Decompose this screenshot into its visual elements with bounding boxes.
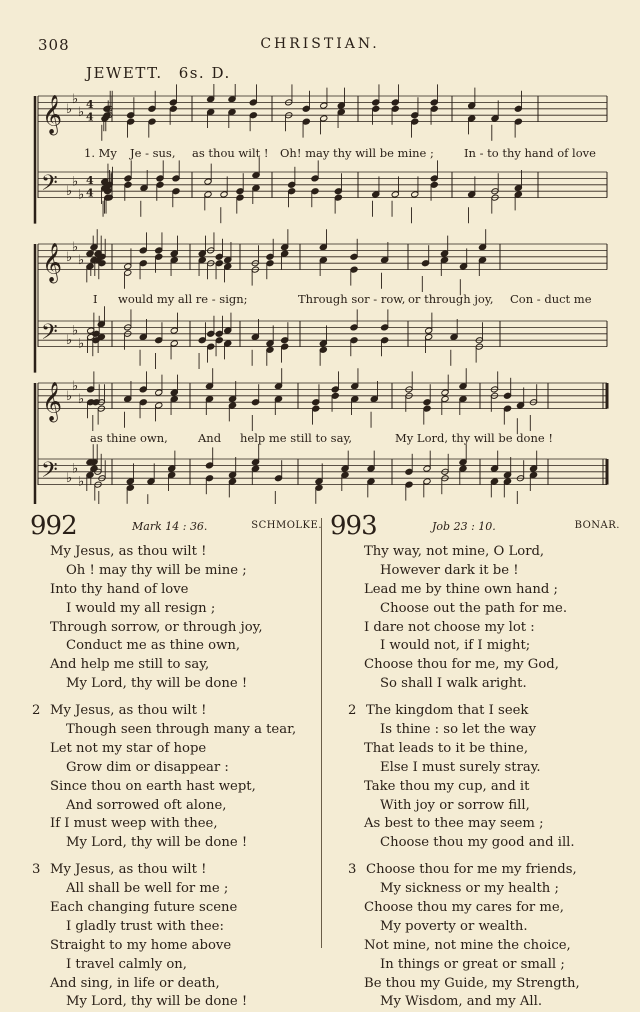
flat-sign-icon: ♭ [78,336,85,352]
section-title: CHRISTIAN. [260,36,380,52]
verse-text: My Lord, thy will be done ! [66,994,248,1010]
verse-text: Thy way, not mine, O Lord, [364,544,545,559]
verse-line [30,797,320,816]
time-signature-bottom: 4 [86,186,94,200]
bass-clef-icon: 𝄢 [41,320,58,351]
flat-sign-icon: ♭ [66,184,73,200]
verse-line [330,993,620,1012]
verse-line [30,619,320,638]
hymn-header [330,511,620,543]
running-head [0,36,640,56]
verse-line [30,675,320,694]
flat-sign-icon: ♭ [72,92,79,108]
verse [330,861,620,1012]
verse-text: And sorrowed oft alone, [66,797,227,813]
hymn-number: 993 [330,511,377,541]
verse-line [30,562,320,581]
verse-text: My Jesus, as thou wilt ! [50,862,207,878]
time-signature-bottom: 4 [86,110,94,124]
tune-heading [86,64,231,82]
time-signature-top: 4 [86,173,94,187]
verse-text: I travel calmly on, [66,956,187,972]
tune-meter: 6s. D. [178,64,231,82]
verse-line [330,861,620,880]
verse [330,543,620,694]
scripture-reference: Mark 14 : 36. [132,520,208,533]
verse-text: Oh ! may thy will be mine ; [66,562,247,578]
verse-number: 3 [32,862,41,878]
verse-text: Though seen through many a tear, [66,722,297,738]
verse-line [30,880,320,899]
verse-text: Else I must surely stray. [380,759,541,775]
verse-text: However dark it be ! [380,562,519,578]
lyric-syllable: Oh! may thy will be mine ; [280,146,434,160]
flat-sign-icon: ♭ [72,461,79,477]
verse-text: With joy or sorrow fill, [380,797,530,813]
verses [330,543,620,1012]
hymn-number: 992 [30,511,77,541]
verse [30,543,320,694]
verse-number: 2 [348,703,357,719]
verse-line [30,721,320,740]
verse-line [330,759,620,778]
verse-text: Each changing future scene [50,900,238,916]
lyric-syllable: My Lord, thy will be done ! [395,431,553,445]
verse-text: Into thy hand of love [50,581,189,597]
verse-line [30,834,320,853]
verse-line [330,975,620,994]
verse-text: Not mine, not mine the choice, [364,937,571,953]
time-signature-top: 4 [86,97,94,111]
verse-line [330,740,620,759]
verse-line [30,899,320,918]
lyric-syllable: help me still to say, [240,431,353,445]
verse-line [30,861,320,880]
verse-text: Since thou on earth hast wept, [50,778,256,794]
flat-sign-icon: ♭ [66,333,73,349]
lyric-syllable: I [93,292,98,306]
verse-text: So shall I walk aright. [380,676,527,692]
verse-text: I would not, if I might; [380,638,531,654]
verse-line [330,562,620,581]
verse-text: Straight to my home above [50,937,232,953]
verse-text: And sing, in life or death, [50,975,220,991]
verse-line [330,721,620,740]
flat-sign-icon: ♭ [72,174,79,190]
verse-text: All shall be well for me ; [66,881,229,897]
lyric-syllable: In - to thy hand of love [464,146,596,160]
hymn-author: SCHMOLKE. [251,520,322,531]
verse-text: If I must weep with thee, [50,816,218,832]
verse-line [30,740,320,759]
verse-line [30,656,320,675]
verse-line [30,702,320,721]
verse-line [30,759,320,778]
lyric-syllable: Con - duct me [510,292,592,306]
verse-line [30,993,320,1012]
flat-sign-icon: ♭ [72,379,79,395]
verse-line [30,543,320,562]
verse-line [330,619,620,638]
verse-line [330,637,620,656]
verse [30,861,320,1012]
flat-sign-icon: ♭ [66,388,73,404]
verse-line [330,880,620,899]
verse-line [330,937,620,956]
verse-text: Choose thou for me, my God, [364,657,559,673]
verse [330,702,620,853]
verse-line [30,918,320,937]
verse-line [330,815,620,834]
verse-line [30,581,320,600]
verse-text: My Jesus, as thou wilt ! [50,703,207,719]
lyric-syllable: 1. My [84,146,117,160]
verse-text: Let not my star of hope [50,740,207,756]
verse-text: I dare not choose my lot : [364,619,535,635]
bass-clef-icon: 𝄢 [41,458,58,489]
verse-text: In things or great or small ; [380,956,565,972]
verse-text: I gladly trust with thee: [66,918,224,934]
lyric-syllable: as thine own, [90,431,168,445]
verse-line [30,778,320,797]
lyric-syllable: as thou wilt ! [192,146,269,160]
verse-text: Choose thou for me my friends, [366,862,577,878]
lyric-syllable: And [198,431,222,445]
treble-clef-icon: 𝄞 [42,94,63,135]
treble-clef-icon: 𝄞 [42,381,63,422]
verse-line [330,834,620,853]
verse-line [330,778,620,797]
treble-clef-icon: 𝄞 [42,242,63,283]
verse-line [330,675,620,694]
flat-sign-icon: ♭ [78,392,85,407]
flat-sign-icon: ♭ [78,105,85,120]
verse-line [330,702,620,721]
verse [30,702,320,853]
hymn-992 [30,511,322,1012]
verse-text: Lead me by thine own hand ; [364,581,558,597]
verse-line [30,637,320,656]
verse-text: Conduct me as thine own, [66,638,241,654]
verse-text: My Lord, thy will be done ! [66,835,248,851]
column-divider [321,518,322,948]
verse-text: And help me still to say, [50,657,210,673]
flat-sign-icon: ♭ [78,474,85,490]
verse-text: Take thou my cup, and it [364,778,530,794]
verse-text: My Wisdom, and my All. [380,994,543,1010]
verse-line [330,797,620,816]
lyric-syllable: would my all re - sign; [118,292,248,306]
hymn-header [30,511,322,543]
verse-line [330,899,620,918]
verse-text: The kingdom that I seek [366,703,529,719]
hymn-author: BONAR. [574,520,620,531]
flat-sign-icon: ♭ [78,253,85,268]
flat-sign-icon: ♭ [72,240,79,256]
verse-text: Is thine : so let the way [380,722,537,738]
verse-text: Choose thou my cares for me, [364,900,564,916]
flat-sign-icon: ♭ [66,249,73,265]
verse-line [330,656,620,675]
lyric-syllable: or through joy, [408,292,494,306]
verse-text: I would my all resign ; [66,600,216,616]
tune-name: JEWETT. [86,64,163,82]
verse-number: 2 [32,703,41,719]
page-number: 308 [38,36,70,54]
flat-sign-icon: ♭ [78,187,85,203]
lyric-syllable: Through sor - row, [298,292,406,306]
verse-text: As best to thee may seem ; [364,816,544,832]
verse-line [30,975,320,994]
verse-line [30,600,320,619]
verse-text: Choose thou my good and ill. [380,835,575,851]
verse-text: Through sorrow, or through joy, [50,619,263,635]
verse-line [330,600,620,619]
verse-text: That leads to it be thine, [364,740,529,756]
bass-clef-icon: 𝄢 [41,171,58,202]
verse-text: My sickness or my health ; [380,881,559,897]
verse-text: Be thou my Guide, my Strength, [364,975,580,991]
verse-number: 3 [348,862,357,878]
verse-line [330,956,620,975]
flat-sign-icon: ♭ [66,101,73,117]
verse-text: Choose out the path for me. [380,600,568,616]
verse-text: Grow dim or disappear : [66,759,229,775]
verse-text: My Lord, thy will be done ! [66,676,248,692]
scripture-reference: Job 23 : 10. [432,520,496,533]
verse-text: My poverty or wealth. [380,918,528,934]
verse-line [30,937,320,956]
hymn-993 [330,511,620,1012]
flat-sign-icon: ♭ [66,471,73,487]
verse-line [330,581,620,600]
verse-line [330,543,620,562]
verse-line [330,918,620,937]
flat-sign-icon: ♭ [72,323,79,339]
lyric-syllable: Je - sus, [130,146,176,160]
verse-text: My Jesus, as thou wilt ! [50,544,207,559]
verses [30,543,320,1012]
verse-line [30,956,320,975]
verse-line [30,815,320,834]
